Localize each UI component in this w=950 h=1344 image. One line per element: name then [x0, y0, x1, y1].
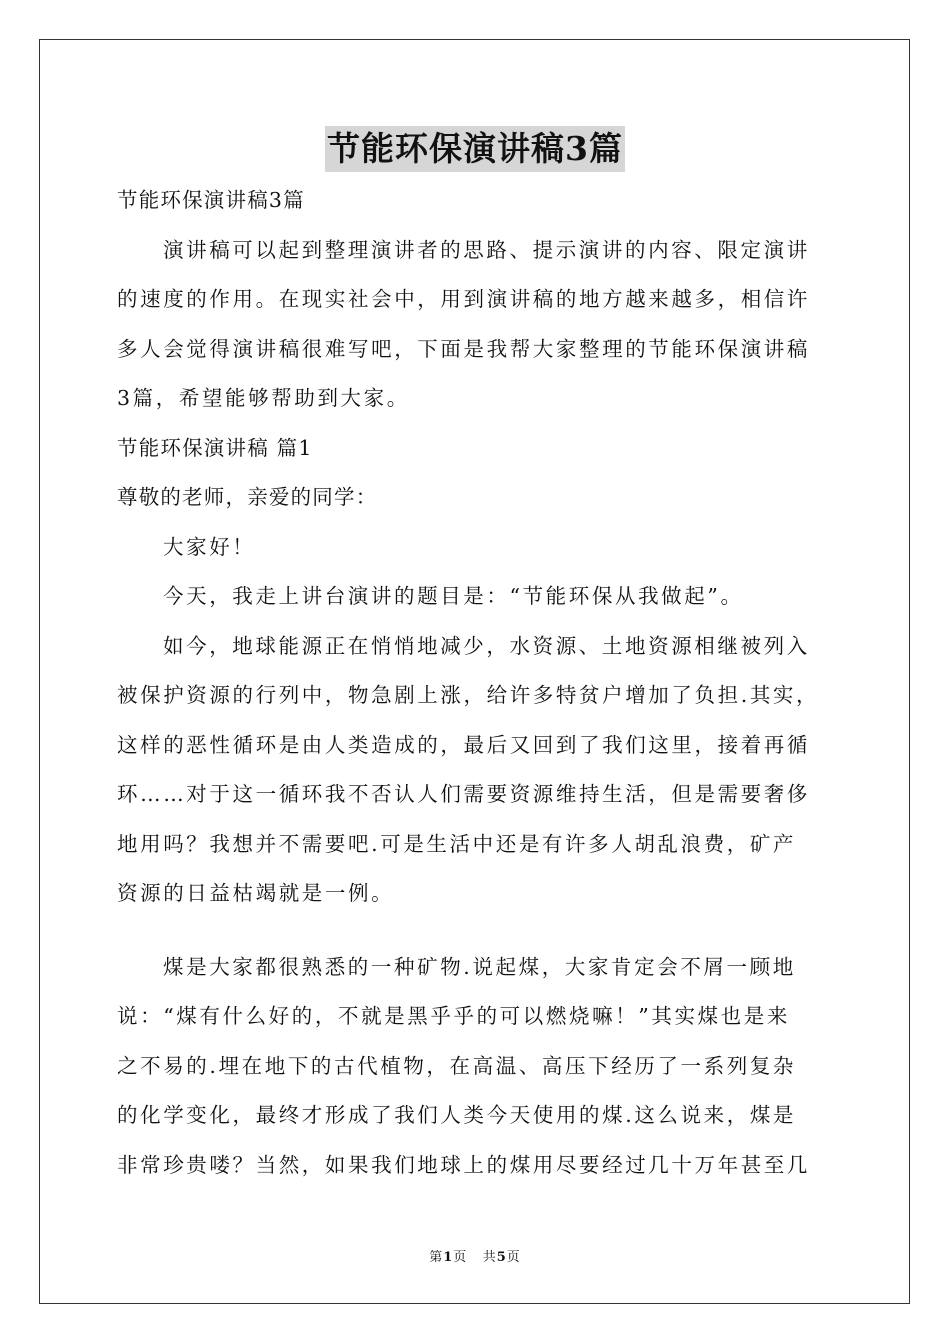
total-prefix: 共 — [482, 1250, 497, 1265]
paragraph-line: 今天，我走上讲台演讲的题目是：“节能环保从我做起”。 — [163, 584, 744, 608]
paragraph-line: 如今，地球能源正在悄悄地减少，水资源、土地资源相继被列入 — [163, 633, 810, 658]
title-container — [0, 126, 950, 172]
document-title: 节能环保演讲稿3篇 — [325, 126, 625, 172]
paragraph-line: 非常珍贵喽？当然，如果我们地球上的煤用尽要经过几十万年甚至几 — [117, 1152, 810, 1177]
paragraph-line: 之不易的.埋在地下的古代植物，在高温、高压下经历了一系列复杂 — [117, 1053, 797, 1078]
section-heading: 节能环保演讲稿 篇1 — [117, 435, 313, 460]
page-footer — [0, 1246, 950, 1265]
paragraph-line: 环……对于这一循环我不否认人们需要资源维持生活，但是需要奢侈 — [117, 782, 810, 806]
paragraph-line: 多人会觉得演讲稿很难写吧，下面是我帮大家整理的节能环保演讲稿 — [117, 336, 810, 361]
paragraph-line: 说：“煤有什么好的，不就是黑乎乎的可以燃烧嘛！”其实煤也是来 — [117, 1004, 790, 1028]
paragraph-gap — [117, 919, 849, 943]
paragraph-line: 煤是大家都很熟悉的一种矿物.说起煤，大家肯定会不屑一顾地 — [163, 954, 796, 979]
paragraph-line: 被保护资源的行列中，物急剧上涨，给许多特贫户增加了负担.其实， — [117, 683, 820, 707]
page-number: 1 — [443, 1250, 454, 1265]
paragraph-line: 资源的日益枯竭就是一例。 — [117, 881, 395, 905]
page-suffix: 页 — [453, 1250, 468, 1265]
paragraph-line: 3篇，希望能够帮助到大家。 — [117, 386, 410, 410]
subtitle-line: 节能环保演讲稿3篇 — [117, 188, 305, 212]
paragraph-line: 的速度的作用。在现实社会中，用到演讲稿的地方越来越多，相信许 — [117, 287, 810, 311]
paragraph-line: 演讲稿可以起到整理演讲者的思路、提示演讲的内容、限定演讲 — [163, 237, 810, 262]
paragraph-line: 这样的恶性循环是由人类造成的，最后又回到了我们这里，接着再循 — [117, 732, 810, 757]
page-prefix: 第 — [429, 1250, 444, 1265]
salutation-line: 尊敬的老师，亲爱的同学： — [117, 485, 378, 509]
paragraph-line: 的化学变化，最终才形成了我们人类今天使用的煤.这么说来，煤是 — [117, 1103, 797, 1127]
greeting-line: 大家好！ — [163, 534, 256, 559]
total-pages: 5 — [496, 1250, 507, 1265]
paragraph-line: 地用吗？我想并不需要吧.可是生活中还是有许多人胡乱浪费，矿产 — [117, 831, 797, 856]
total-suffix: 页 — [506, 1250, 521, 1265]
document-body — [117, 176, 849, 1190]
